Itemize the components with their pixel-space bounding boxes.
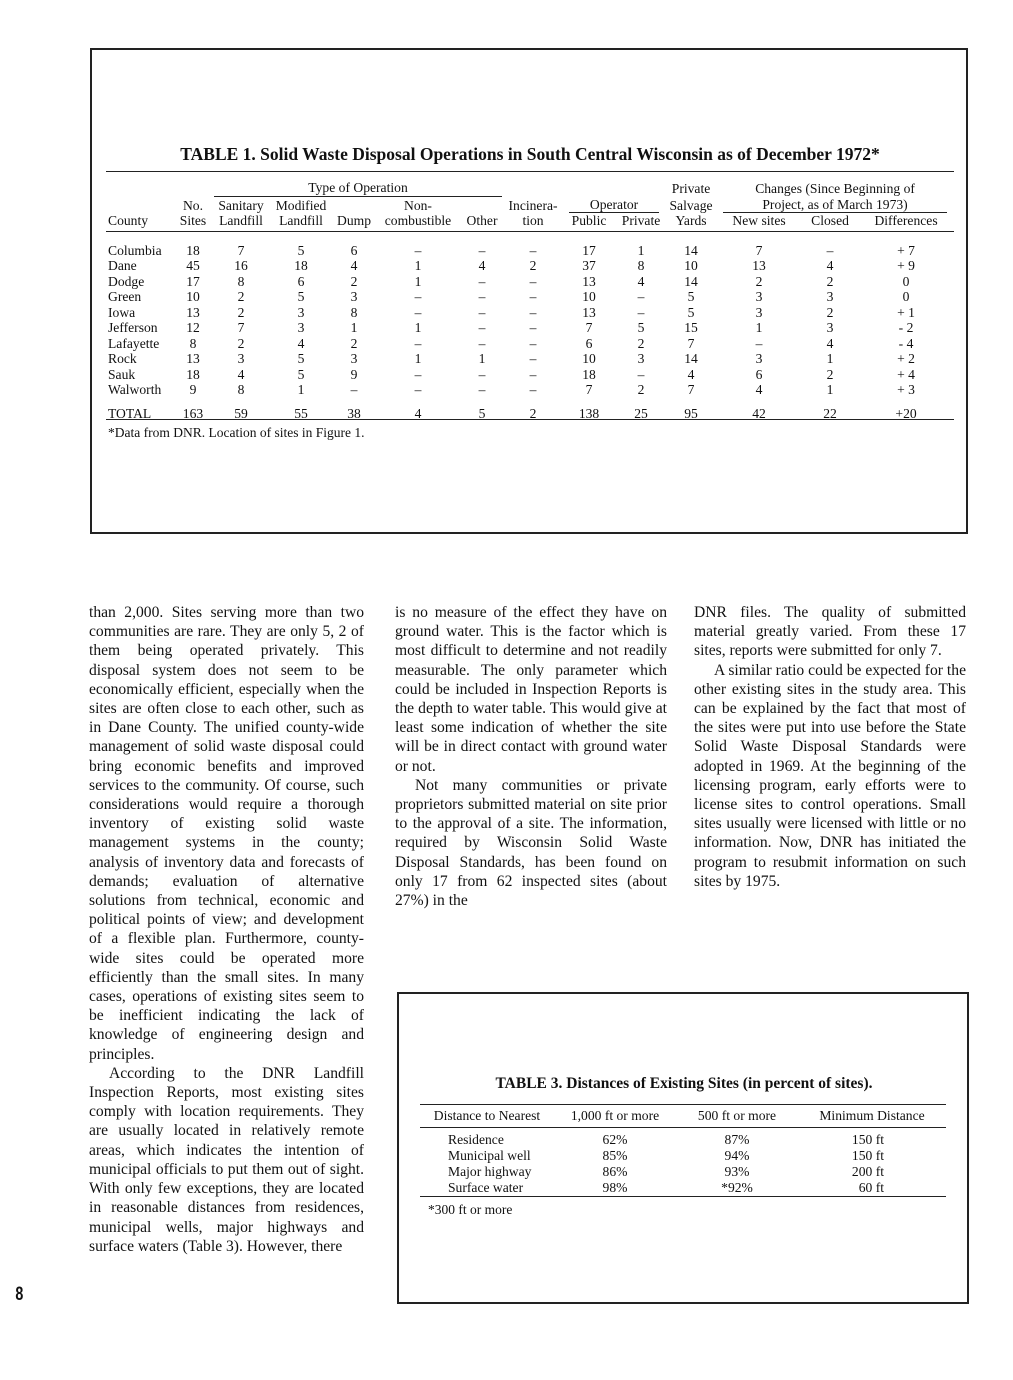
table-cell: 3	[297, 320, 305, 335]
table-cell: 95	[684, 405, 698, 421]
table-cell: 2	[237, 335, 245, 351]
table-cell: 3	[637, 351, 645, 366]
header-modified: Modified	[275, 197, 327, 213]
table-cell: 3	[297, 304, 305, 320]
table-cell: 1	[826, 351, 834, 366]
table-cell: - 4	[898, 335, 914, 351]
table-cell: 85%	[602, 1148, 628, 1163]
table-row	[106, 336, 954, 352]
table1-container	[106, 171, 954, 421]
table-cell: –	[637, 304, 645, 320]
table-cell: 3	[755, 304, 763, 320]
table-row	[106, 231, 954, 258]
table-cell: 1	[637, 242, 645, 258]
table1-total-row	[106, 398, 954, 422]
table-cell: 2	[826, 273, 834, 289]
table-row	[106, 274, 954, 290]
table-cell: 2	[350, 273, 358, 289]
table-cell: 18	[186, 366, 200, 382]
table-cell: –	[529, 289, 537, 304]
paragraph: is no measure of the effect they have on ground water. This is the factor which is most difficult to determine and not readily measurable. The only parameter which could be included in Inspection Reports is the depth to water table. This would give at least some indication of whether the site will be in direct contact with ground water or not.	[395, 604, 667, 775]
table-cell: 17	[582, 242, 596, 258]
county-cell: Jefferson	[108, 320, 158, 335]
table-cell: 1	[414, 258, 422, 273]
table1-title: TABLE 1. Solid Waste Disposal Operations in South Central Wisconsin as of December 1972*	[180, 144, 880, 164]
table-cell: –	[529, 351, 537, 366]
table-cell: 22	[823, 405, 837, 421]
table-cell: 6	[755, 366, 763, 382]
table-cell: –	[637, 289, 645, 304]
table-cell: 0	[902, 289, 910, 304]
table-cell: –	[414, 304, 422, 320]
table-cell: 59	[234, 405, 248, 421]
table-cell: –	[529, 382, 537, 397]
table3-footnote: *300 ft or more	[428, 1202, 513, 1217]
table-cell: 5	[297, 242, 305, 258]
text-column-3	[694, 603, 966, 891]
t3-header-500ft: 500 ft or more	[676, 1105, 798, 1128]
table-cell: 2	[529, 405, 537, 421]
table-row	[420, 1164, 946, 1180]
table-cell: 4	[687, 366, 695, 382]
table-cell: 16	[234, 258, 248, 273]
table-cell: 98%	[554, 1180, 676, 1197]
table-cell: 150 ft	[851, 1148, 884, 1163]
table-cell: –	[414, 289, 422, 304]
table-cell: 1	[755, 320, 763, 335]
header-type-of-operation: Type of Operation	[212, 172, 504, 197]
table-cell: 2	[237, 289, 245, 304]
table-cell: + 1	[897, 304, 915, 320]
text-column-2	[395, 603, 667, 910]
table-cell: 3	[826, 289, 834, 304]
table-cell: 10	[186, 289, 200, 304]
county-cell: Rock	[108, 351, 137, 366]
table-cell: 18	[294, 258, 308, 273]
table-cell: 55	[294, 405, 308, 421]
header-operator: Operator	[562, 197, 666, 214]
t3-header-minimum: Minimum Distance	[798, 1105, 946, 1128]
table-cell: 1	[414, 351, 422, 366]
table-row	[106, 320, 954, 336]
distance-label-cell: Major highway	[448, 1164, 532, 1179]
header-dump: Dump	[332, 213, 376, 231]
table-cell: 87%	[724, 1132, 750, 1147]
table-cell: + 2	[897, 351, 915, 366]
table-cell: –	[414, 366, 422, 382]
table-cell: 42	[752, 405, 766, 421]
table-row	[106, 367, 954, 383]
table-cell: 2	[637, 335, 645, 351]
header-combustible: combustible	[376, 213, 460, 231]
table-cell: 8	[350, 304, 358, 320]
table-cell: 13	[186, 304, 200, 320]
table-cell: 18	[186, 242, 200, 258]
table-cell: 6	[350, 242, 358, 258]
table-cell: 4	[826, 258, 834, 273]
table1-footnote: *Data from DNR. Location of sites in Figure 1.	[108, 425, 365, 440]
header-landfill-modified: Landfill	[270, 213, 332, 231]
table-cell: 15	[684, 320, 698, 335]
table-cell: 60 ft	[798, 1180, 946, 1197]
table-cell: –	[478, 242, 486, 258]
table-cell: 6	[297, 273, 305, 289]
table-cell: 13	[582, 304, 596, 320]
table-cell: 4	[826, 335, 834, 351]
county-cell: Green	[108, 289, 142, 304]
table-cell: +20	[895, 405, 917, 421]
county-cell: Lafayette	[108, 335, 160, 351]
paragraph: Not many communities or private proprietors submitted material on site prior to the approval of a site. The information, required by Wisconsin Solid Waste Disposal Standards, has been found on only 17 from 62 inspected sites (about 27%) in the	[395, 776, 667, 910]
header-tion: tion	[504, 213, 562, 231]
table-cell: 25	[634, 405, 648, 421]
table-cell: 4	[637, 273, 645, 289]
table-cell: –	[755, 335, 763, 351]
table-cell: 200 ft	[851, 1164, 884, 1179]
table-cell: 17	[186, 273, 200, 289]
table-row	[106, 289, 954, 305]
table-cell: 138	[578, 405, 600, 421]
table1-body	[106, 231, 954, 421]
table-cell: 13	[186, 351, 200, 366]
header-public: Public	[562, 213, 616, 231]
table-cell: 1	[826, 382, 834, 397]
table-cell: 1	[414, 273, 422, 289]
table-cell: + 9	[897, 258, 915, 273]
table-cell: 14	[684, 351, 698, 366]
county-cell: Sauk	[108, 366, 136, 382]
table-cell: 7	[687, 382, 695, 397]
header-sites: Sites	[174, 213, 212, 231]
table-cell: 18	[582, 366, 596, 382]
table-cell: 7	[237, 242, 245, 258]
table-cell: –	[414, 242, 422, 258]
header-private: Private	[616, 213, 666, 231]
t3-header-1000ft: 1,000 ft or more	[554, 1105, 676, 1128]
table-cell: –	[478, 273, 486, 289]
table-cell: + 4	[897, 366, 915, 382]
distance-label-cell: Residence	[448, 1132, 504, 1147]
table-cell: 3	[826, 320, 834, 335]
header-landfill-sanitary: Landfill	[212, 213, 270, 231]
table-cell: –	[414, 335, 422, 351]
table-cell: 3	[237, 351, 245, 366]
table-row	[420, 1148, 946, 1164]
table-cell: 4	[297, 335, 305, 351]
table-cell: –	[826, 242, 834, 258]
county-cell: Dane	[108, 258, 137, 273]
header-changes: Changes (Since Beginning of	[716, 172, 954, 197]
table-cell: –	[478, 304, 486, 320]
paragraph: According to the DNR Landfill Inspection Reports, most existing sites comply with location requirements. They are usually located in relatively remote areas, which indicates the intention of municipal officials to put them out of sight. With only few exceptions, they are located in reasonable distances from residences, municipal wells, major highways and surface waters (Table 3). However, there	[89, 1064, 364, 1255]
table-cell: 62%	[602, 1132, 628, 1147]
table-cell: 5	[297, 351, 305, 366]
table-cell: 4	[755, 382, 763, 397]
table-cell: 3	[755, 289, 763, 304]
table-cell: 45	[186, 258, 200, 273]
header-differences: Differences	[858, 213, 954, 231]
table-cell: 2	[237, 304, 245, 320]
table-cell: 14	[684, 242, 698, 258]
table-cell: 8	[237, 382, 245, 397]
header-private-top: Private	[666, 172, 716, 197]
text-column-1	[89, 603, 364, 1256]
header-county: County	[106, 213, 174, 231]
table-cell: 150 ft	[851, 1132, 884, 1147]
header-non: Non-	[404, 197, 432, 213]
table-row	[106, 258, 954, 274]
table-cell: 94%	[724, 1148, 750, 1163]
header-project: Project, as of March 1973)	[716, 197, 954, 214]
table-cell: 3	[350, 351, 358, 366]
table-cell: 93%	[724, 1164, 750, 1179]
table-cell: 2	[350, 335, 358, 351]
table-row	[106, 351, 954, 367]
table-cell: 4	[414, 405, 422, 421]
table-cell: 7	[687, 335, 695, 351]
distance-label-cell: Municipal well	[448, 1148, 531, 1163]
county-cell: TOTAL	[108, 405, 152, 421]
table-cell: 8	[637, 258, 645, 273]
table-cell: + 3	[897, 382, 915, 397]
table-cell: 4	[478, 258, 486, 273]
table-cell: –	[478, 320, 486, 335]
table-cell: 7	[755, 242, 763, 258]
t3-header-distance: Distance to Nearest	[420, 1105, 554, 1128]
table-cell: 8	[189, 335, 197, 351]
table-cell: 9	[189, 382, 197, 397]
table3-body	[420, 1128, 946, 1197]
table-cell: 0	[902, 273, 910, 289]
table-cell: –	[529, 335, 537, 351]
table-cell: –	[637, 366, 645, 382]
table-cell: 163	[182, 405, 204, 421]
table-cell: –	[414, 382, 422, 397]
table-cell: 3	[755, 351, 763, 366]
table-cell: 38	[347, 405, 361, 421]
table-cell: 13	[752, 258, 766, 273]
table-cell: –	[478, 382, 486, 397]
page-number: 8	[15, 1284, 24, 1305]
table-cell: –	[478, 335, 486, 351]
table-cell: 5	[637, 320, 645, 335]
table-row	[420, 1180, 946, 1197]
table-cell: 5	[687, 304, 695, 320]
table-cell: 2	[637, 382, 645, 397]
table-cell: –	[529, 273, 537, 289]
header-yards: Yards	[666, 213, 716, 231]
table-cell: –	[529, 304, 537, 320]
table-cell: –	[478, 366, 486, 382]
distance-label-cell: Surface water	[420, 1180, 554, 1197]
table1	[106, 171, 954, 421]
table-cell: 14	[684, 273, 698, 289]
table-cell: 1	[414, 320, 422, 335]
table-cell: 2	[826, 304, 834, 320]
table-cell: + 7	[897, 242, 915, 258]
table-cell: - 2	[898, 320, 914, 335]
header-incinera: Incinera-	[508, 197, 558, 213]
paragraph: A similar ratio could be expected for the other existing sites in the study area. This can be explained by the fact that most of the sites were put into use before the State Solid Waste Disposal Standards were adopted in 1969. At the beginning of the licensing program, early efforts were to license sites to control operations. Small sites usually were licensed with little or no information. Now, DNR has initiated the program to resubmit information on such sites by 1975.	[694, 661, 966, 890]
paragraph: DNR files. The quality of submitted material greatly varied. From these 17 sites, reports were submitted for only 7.	[694, 604, 966, 660]
table-cell: 5	[297, 289, 305, 304]
table-cell: 1	[297, 382, 305, 397]
table-cell: 5	[297, 366, 305, 382]
table-cell: 9	[350, 366, 358, 382]
table-cell: 13	[582, 273, 596, 289]
table-row	[420, 1128, 946, 1149]
table-cell: 12	[186, 320, 200, 335]
table-cell: 8	[237, 273, 245, 289]
table-cell: 2	[755, 273, 763, 289]
header-salvage: Salvage	[669, 197, 713, 213]
header-new-sites: New sites	[716, 213, 802, 231]
table-cell: 5	[687, 289, 695, 304]
table3-container	[420, 1104, 946, 1197]
table-cell: 1	[350, 320, 358, 335]
county-cell: Columbia	[108, 242, 162, 258]
table-cell: 4	[350, 258, 358, 273]
table-cell: 4	[237, 366, 245, 382]
table-row	[106, 382, 954, 398]
table-cell: 5	[478, 405, 486, 421]
table-cell: 6	[585, 335, 593, 351]
table-cell: –	[478, 289, 486, 304]
table3-title: TABLE 3. Distances of Existing Sites (in percent of sites).	[495, 1075, 873, 1092]
table-cell: 86%	[602, 1164, 628, 1179]
header-closed: Closed	[802, 213, 858, 231]
county-cell: Walworth	[108, 382, 162, 397]
table3	[420, 1104, 946, 1197]
table-cell: –	[529, 242, 537, 258]
table-cell: 10	[582, 351, 596, 366]
table-cell: 7	[585, 382, 593, 397]
table-cell: 1	[478, 351, 486, 366]
table-cell: 10	[684, 258, 698, 273]
table-cell: 37	[582, 258, 596, 273]
table1-rule	[106, 419, 954, 420]
table-cell: –	[350, 382, 358, 397]
table-row	[106, 305, 954, 321]
table-cell: 2	[529, 258, 537, 273]
county-cell: Dodge	[108, 273, 145, 289]
table-cell: 3	[350, 289, 358, 304]
table-cell: –	[529, 320, 537, 335]
header-no: No.	[182, 197, 203, 213]
table-cell: 7	[585, 320, 593, 335]
county-cell: Iowa	[108, 304, 136, 320]
header-sanitary: Sanitary	[218, 197, 264, 213]
table-cell: 7	[237, 320, 245, 335]
table-cell: 10	[582, 289, 596, 304]
header-other: Other	[460, 213, 504, 231]
table-cell: *92%	[676, 1180, 798, 1197]
table-cell: 2	[826, 366, 834, 382]
table-cell: –	[529, 366, 537, 382]
paragraph: than 2,000. Sites serving more than two communities are rare. They are only 5, 2 of them being operated privately. This disposal system does not seem to be economically efficient, especially when the sites are often close to each other, such as in Dane County. The unified county-wide management of solid waste disposal could bring economic benefits and improved services to the community. Of course, such considerations would require a thorough inventory of existing solid waste management systems in the county; analysis of inventory data and forecasts of demands; evaluation of alternative solutions from technical, economic and political points of view; and development of a flexible plan. Furthermore, county-wide sites could be operated more efficiently than the small sites. In many cases, operations of existing sites seem to be inefficient indicating the lack of knowledge of engineering design and principles.	[89, 604, 364, 1063]
